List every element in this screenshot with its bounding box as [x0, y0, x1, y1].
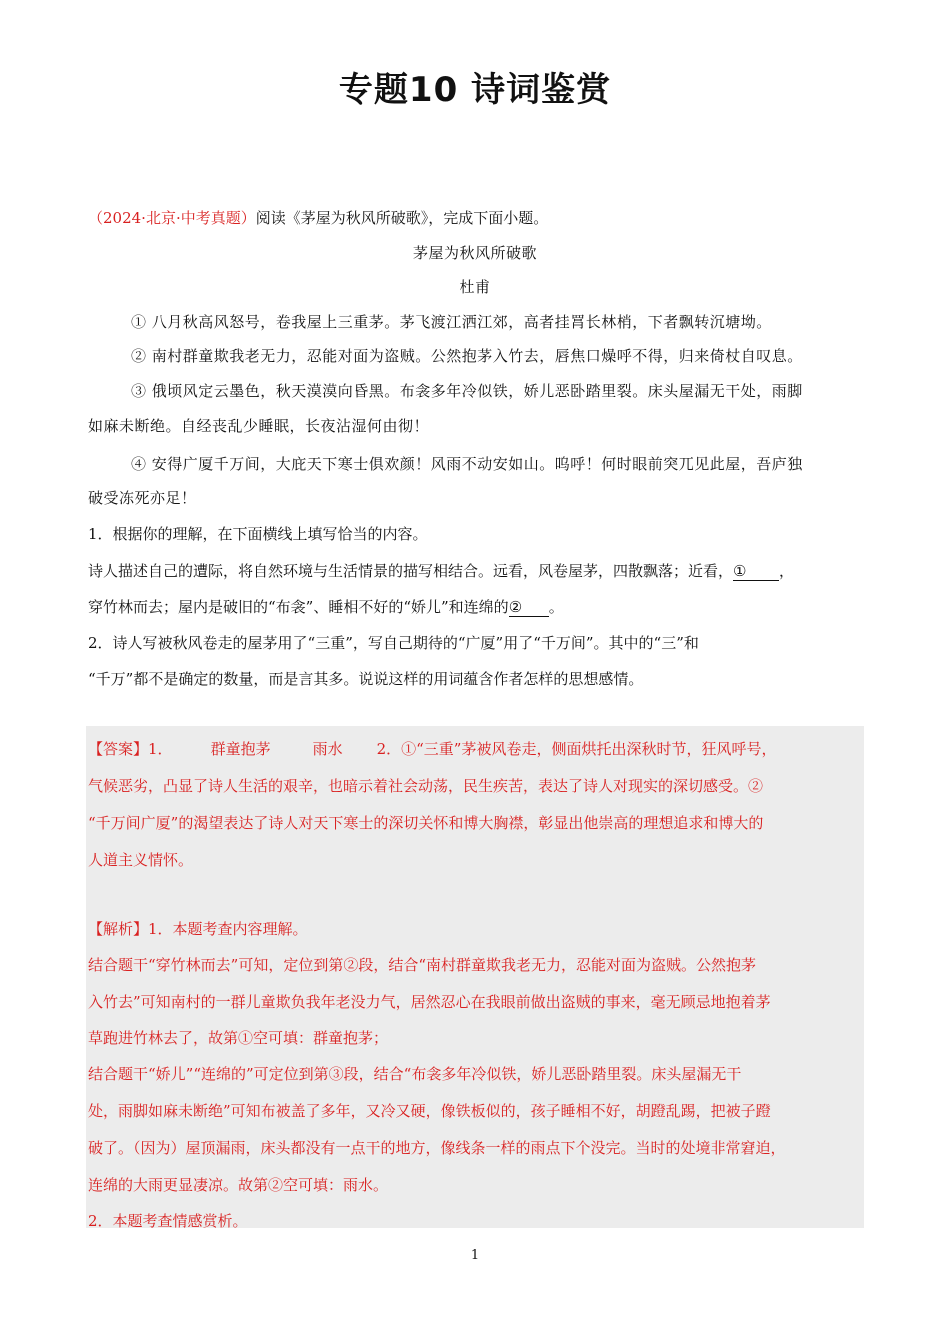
question-1-text-b: 穿竹林而去；屋内是破旧的“布衾”、睡相不好的“娇儿”和连绵的 [88, 598, 509, 616]
answer-q1-num: 1． [148, 740, 173, 758]
analysis-line-6: 处，雨脚如麻未断绝”可知布被盖了多年，又冷又硬，像铁板似的，孩子睡相不好，胡蹬乱踢，把被子蹬 [88, 1102, 771, 1120]
poem-stanza-4a: ④ 安得广厦千万间，大庇天下寒士俱欢颜！风雨不动安如山。呜呼！何时眼前突兀见此屋，吾庐独 [131, 455, 803, 473]
blank-2[interactable]: ② [509, 598, 549, 617]
analysis-line-2: 结合题干“穿竹林而去”可知，定位到第②段，结合“南村群童欺我老无力，忍能对面为盗贼。公然抱茅 [88, 956, 757, 974]
page-title: 专题10 诗词鉴赏 [338, 70, 612, 110]
poem-stanza-1: ① 八月秋高风怒号，卷我屋上三重茅。茅飞渡江洒江郊，高者挂罥长林梢，下者飘转沉塘坳。 [131, 313, 772, 331]
exam-source: （2024·北京·中考真题） [88, 209, 256, 227]
analysis-label: 【解析】 [88, 920, 149, 938]
poem-author: 杜甫 [459, 278, 491, 296]
analysis-line-1 [88, 918, 308, 939]
analysis-line-3: 入竹去”可知南村的一群儿童欺负我年老没力气，居然忍心在我眼前做出盗贼的事来，毫无顾忌地抱着茅 [88, 993, 771, 1011]
analysis-text-1: 1．本题考查内容理解。 [148, 920, 308, 938]
poem-stanza-2: ② 南村群童欺我老无力，忍能对面为盗贼。公然抱茅入竹去，唇焦口燥呼不得，归来倚杖自叹息。 [131, 347, 803, 365]
analysis-line-8: 连绵的大雨更显凄凉。故第②空可填：雨水。 [88, 1176, 389, 1194]
analysis-line-4: 草跑进竹林去了，故第①空可填：群童抱茅； [88, 1029, 389, 1047]
answer-1: 群童抱茅 [210, 740, 271, 758]
punctuation: ， [779, 562, 795, 580]
answer-label: 【答案】 [88, 740, 149, 758]
analysis-line-5: 结合题干“娇儿”“连绵的”可定位到第③段，结合“布衾多年冷似铁，娇儿恶卧踏里裂。床头屋漏无干 [88, 1065, 742, 1083]
answer-q2-start: 2．①“三重”茅被风卷走，侧面烘托出深秋时节，狂风呼号， [376, 740, 777, 758]
analysis-line-7: 破了。（因为）屋顶漏雨，床头都没有一点干的地方，像线条一样的雨点下个没完。当时的处境非常窘迫， [88, 1139, 786, 1157]
poem-title: 茅屋为秋风所破歌 [412, 244, 537, 262]
question-2-line-1: 2．诗人写被秋风卷走的屋茅用了“三重”，写自己期待的“广厦”用了“千万间”。其中的“三”和 [88, 634, 699, 652]
poem-stanza-3a: ③ 俄顷风定云墨色，秋天漠漠向昏黑。布衾多年冷似铁，娇儿恶卧踏里裂。床头屋漏无干处，雨脚 [131, 382, 803, 400]
punctuation: 。 [548, 598, 564, 616]
question-1-text-a: 诗人描述自己的遭际，将自然环境与生活情景的描写相结合。远看，风卷屋茅，四散飘落；近看， [88, 562, 734, 580]
intro-text: 阅读《茅屋为秋风所破歌》，完成下面小题。 [255, 209, 549, 227]
poem-stanza-4b: 破受冻死亦足！ [88, 489, 197, 507]
answer-2: 雨水 [312, 740, 343, 758]
poem-stanza-3b: 如麻未断绝。自经丧乱少睡眠，长夜沾湿何由彻！ [88, 417, 430, 435]
page-number: 1 [470, 1248, 480, 1263]
intro-line [88, 207, 548, 228]
blank-1[interactable]: ① [733, 562, 779, 581]
analysis-line-9: 2．本题考查情感赏析。 [88, 1212, 248, 1230]
answer-line-3: “千万间广厦”的渴望表达了诗人对天下寒士的深切关怀和博大胸襟，彰显出他崇高的理想追求和博大的 [88, 814, 764, 832]
question-1-line-a [88, 560, 794, 581]
question-1-line-b [88, 596, 564, 617]
question-2-line-2: “千万”都不是确定的数量，而是言其多。说说这样的用词蕴含作者怎样的思想感情。 [88, 670, 644, 688]
answer-line-2: 气候恶劣，凸显了诗人生活的艰辛，也暗示着社会动荡，民生疾苦，表达了诗人对现实的深切感受。② [88, 777, 764, 795]
answer-line-1 [88, 738, 776, 759]
question-1-prompt: 1．根据你的理解，在下面横线上填写恰当的内容。 [88, 525, 428, 543]
answer-line-4: 人道主义情怀。 [88, 851, 194, 869]
